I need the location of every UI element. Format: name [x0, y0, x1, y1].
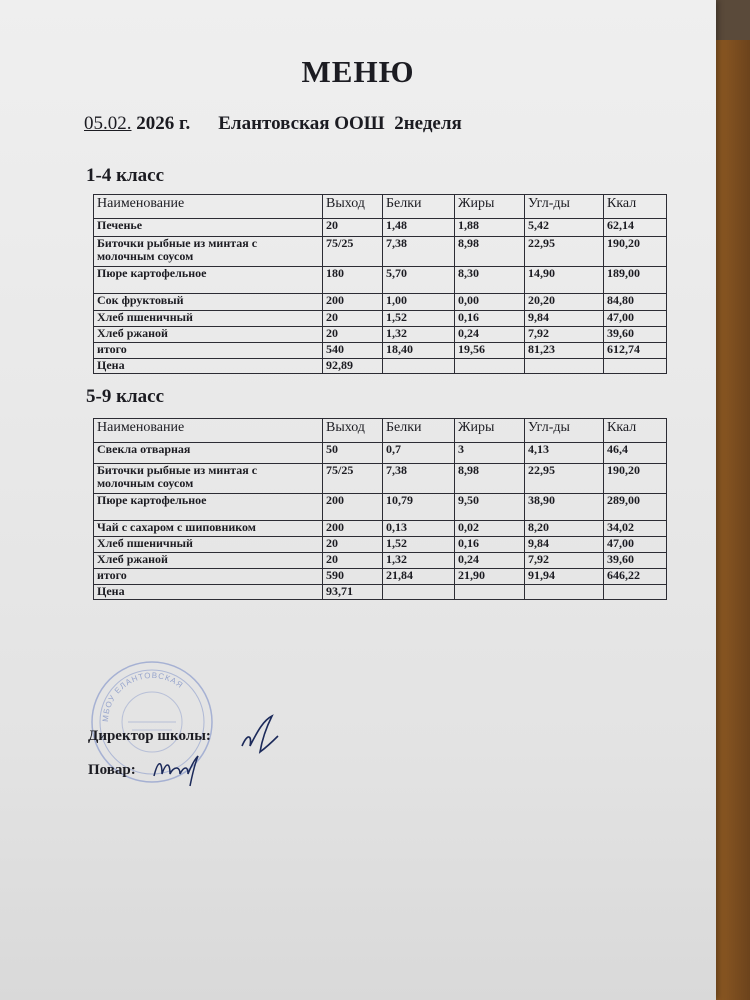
- row-carbs: 4,13: [525, 443, 604, 464]
- table-row: [94, 553, 667, 569]
- row-protein: 1,48: [383, 219, 455, 237]
- table-row: [94, 443, 667, 464]
- row-name: Хлеб пшеничный: [94, 537, 323, 553]
- row-kcal: 39,60: [604, 327, 667, 343]
- stamp-text: МБОУ ЕЛАНТОВСКАЯ: [100, 670, 186, 723]
- col-header-name: Наименование: [94, 419, 323, 443]
- row-out: 200: [323, 494, 383, 521]
- director-label: Директор школы:: [88, 728, 211, 744]
- table-row: [94, 494, 667, 521]
- row-protein: 1,32: [383, 553, 455, 569]
- row-name-line1: Биточки рыбные из минтая с: [97, 236, 258, 250]
- row-fat: 0,00: [455, 294, 525, 311]
- empty-cell: [604, 585, 667, 600]
- empty-cell: [455, 359, 525, 374]
- table-header-row: [94, 195, 667, 219]
- row-protein: 0,13: [383, 521, 455, 537]
- col-header-protein: Белки: [383, 419, 455, 443]
- row-out: 20: [323, 537, 383, 553]
- row-name: Чай с сахаром с шиповником: [94, 521, 323, 537]
- row-name: Сок фруктовый: [94, 294, 323, 311]
- row-kcal: 190,20: [604, 237, 667, 267]
- table-row: [94, 464, 667, 494]
- row-price: 92,89: [323, 359, 383, 374]
- row-fat: 0,16: [455, 311, 525, 327]
- row-out: 20: [323, 219, 383, 237]
- row-kcal: 646,22: [604, 569, 667, 585]
- row-name: Пюре картофельное: [94, 267, 323, 294]
- table-row: [94, 219, 667, 237]
- row-carbs: 38,90: [525, 494, 604, 521]
- row-fat: 9,50: [455, 494, 525, 521]
- row-fat: 19,56: [455, 343, 525, 359]
- row-carbs: 14,90: [525, 267, 604, 294]
- row-name: Пюре картофельное: [94, 494, 323, 521]
- col-header-kcal: Ккал: [604, 195, 667, 219]
- row-out: 540: [323, 343, 383, 359]
- row-carbs: 81,23: [525, 343, 604, 359]
- row-name: Цена: [94, 359, 323, 374]
- row-out: 20: [323, 327, 383, 343]
- row-name-line2: молочным соусом: [97, 476, 194, 490]
- row-fat: 1,88: [455, 219, 525, 237]
- row-protein: 1,32: [383, 327, 455, 343]
- row-fat: 0,24: [455, 553, 525, 569]
- row-out: 75/25: [323, 464, 383, 494]
- row-protein: 18,40: [383, 343, 455, 359]
- table-header-row: [94, 419, 667, 443]
- row-kcal: 612,74: [604, 343, 667, 359]
- table-row: [94, 537, 667, 553]
- table-row: [94, 267, 667, 294]
- row-fat: 0,16: [455, 537, 525, 553]
- row-carbs: 22,95: [525, 237, 604, 267]
- row-out: 75/25: [323, 237, 383, 267]
- row-name-line1: Биточки рыбные из минтая с: [97, 463, 258, 477]
- row-name: Хлеб ржаной: [94, 327, 323, 343]
- row-protein: 1,52: [383, 311, 455, 327]
- row-out: 180: [323, 267, 383, 294]
- row-carbs: 5,42: [525, 219, 604, 237]
- row-fat: 8,98: [455, 237, 525, 267]
- row-protein: 0,7: [383, 443, 455, 464]
- row-protein: 1,00: [383, 294, 455, 311]
- empty-cell: [525, 359, 604, 374]
- row-out: 200: [323, 294, 383, 311]
- row-protein: 10,79: [383, 494, 455, 521]
- row-kcal: 189,00: [604, 267, 667, 294]
- row-fat: 0,02: [455, 521, 525, 537]
- section-label-1-4: 1-4 класс: [86, 165, 165, 186]
- row-kcal: 34,02: [604, 521, 667, 537]
- row-carbs: 7,92: [525, 327, 604, 343]
- row-fat: 0,24: [455, 327, 525, 343]
- row-fat: 3: [455, 443, 525, 464]
- row-name: Свекла отварная: [94, 443, 323, 464]
- row-carbs: 8,20: [525, 521, 604, 537]
- col-header-name: Наименование: [94, 195, 323, 219]
- row-name: Цена: [94, 585, 323, 600]
- section-label-5-9: 5-9 класс: [86, 386, 165, 407]
- header-line: [84, 113, 462, 135]
- table-row-price: [94, 585, 667, 600]
- row-kcal: 62,14: [604, 219, 667, 237]
- col-header-fat: Жиры: [455, 195, 525, 219]
- row-out: 590: [323, 569, 383, 585]
- row-kcal: 190,20: [604, 464, 667, 494]
- col-header-carbs: Угл-ды: [525, 419, 604, 443]
- row-name: Хлеб пшеничный: [94, 311, 323, 327]
- row-name: итого: [94, 569, 323, 585]
- row-kcal: 47,00: [604, 311, 667, 327]
- empty-cell: [455, 585, 525, 600]
- row-out: 200: [323, 521, 383, 537]
- row-out: 20: [323, 311, 383, 327]
- row-name: Хлеб ржаной: [94, 553, 323, 569]
- table-row: [94, 294, 667, 311]
- menu-table-1-4: [93, 194, 667, 374]
- col-header-fat: Жиры: [455, 419, 525, 443]
- col-header-protein: Белки: [383, 195, 455, 219]
- col-header-kcal: Ккал: [604, 419, 667, 443]
- row-name: [94, 237, 323, 267]
- row-carbs: 9,84: [525, 311, 604, 327]
- col-header-carbs: Угл-ды: [525, 195, 604, 219]
- row-kcal: 39,60: [604, 553, 667, 569]
- row-out: 20: [323, 553, 383, 569]
- row-name-line2: молочным соусом: [97, 249, 194, 263]
- col-header-out: Выход: [323, 195, 383, 219]
- empty-cell: [383, 585, 455, 600]
- row-carbs: 91,94: [525, 569, 604, 585]
- col-header-out: Выход: [323, 419, 383, 443]
- row-name: итого: [94, 343, 323, 359]
- table-row: [94, 327, 667, 343]
- empty-cell: [383, 359, 455, 374]
- row-protein: 1,52: [383, 537, 455, 553]
- row-fat: 8,98: [455, 464, 525, 494]
- header-school: Елантовская ООШ: [218, 113, 385, 134]
- header-week: 2неделя: [394, 113, 462, 134]
- empty-cell: [525, 585, 604, 600]
- page-title: МЕНЮ: [301, 54, 415, 89]
- cook-signature-icon: [152, 752, 202, 788]
- director-signature-icon: [236, 712, 284, 760]
- row-carbs: 22,95: [525, 464, 604, 494]
- row-kcal: 84,80: [604, 294, 667, 311]
- row-protein: 5,70: [383, 267, 455, 294]
- row-kcal: 47,00: [604, 537, 667, 553]
- table-row-price: [94, 359, 667, 374]
- table-row: [94, 311, 667, 327]
- row-protein: 7,38: [383, 464, 455, 494]
- row-fat: 8,30: [455, 267, 525, 294]
- row-name: Печенье: [94, 219, 323, 237]
- row-kcal: 46,4: [604, 443, 667, 464]
- svg-text:МБОУ ЕЛАНТОВСКАЯ: [101, 671, 185, 722]
- row-fat: 21,90: [455, 569, 525, 585]
- empty-cell: [604, 359, 667, 374]
- table-row: [94, 521, 667, 537]
- row-name: [94, 464, 323, 494]
- menu-table-5-9: [93, 418, 667, 600]
- table-row-total: [94, 343, 667, 359]
- row-carbs: 9,84: [525, 537, 604, 553]
- row-carbs: 20,20: [525, 294, 604, 311]
- cook-label: Повар:: [88, 762, 136, 778]
- row-carbs: 7,92: [525, 553, 604, 569]
- row-protein: 21,84: [383, 569, 455, 585]
- table-row-total: [94, 569, 667, 585]
- table-row: [94, 237, 667, 267]
- row-protein: 7,38: [383, 237, 455, 267]
- header-date: 05.02.: [84, 113, 132, 134]
- row-out: 50: [323, 443, 383, 464]
- row-kcal: 289,00: [604, 494, 667, 521]
- row-price: 93,71: [323, 585, 383, 600]
- header-year: 2026 г.: [131, 113, 191, 134]
